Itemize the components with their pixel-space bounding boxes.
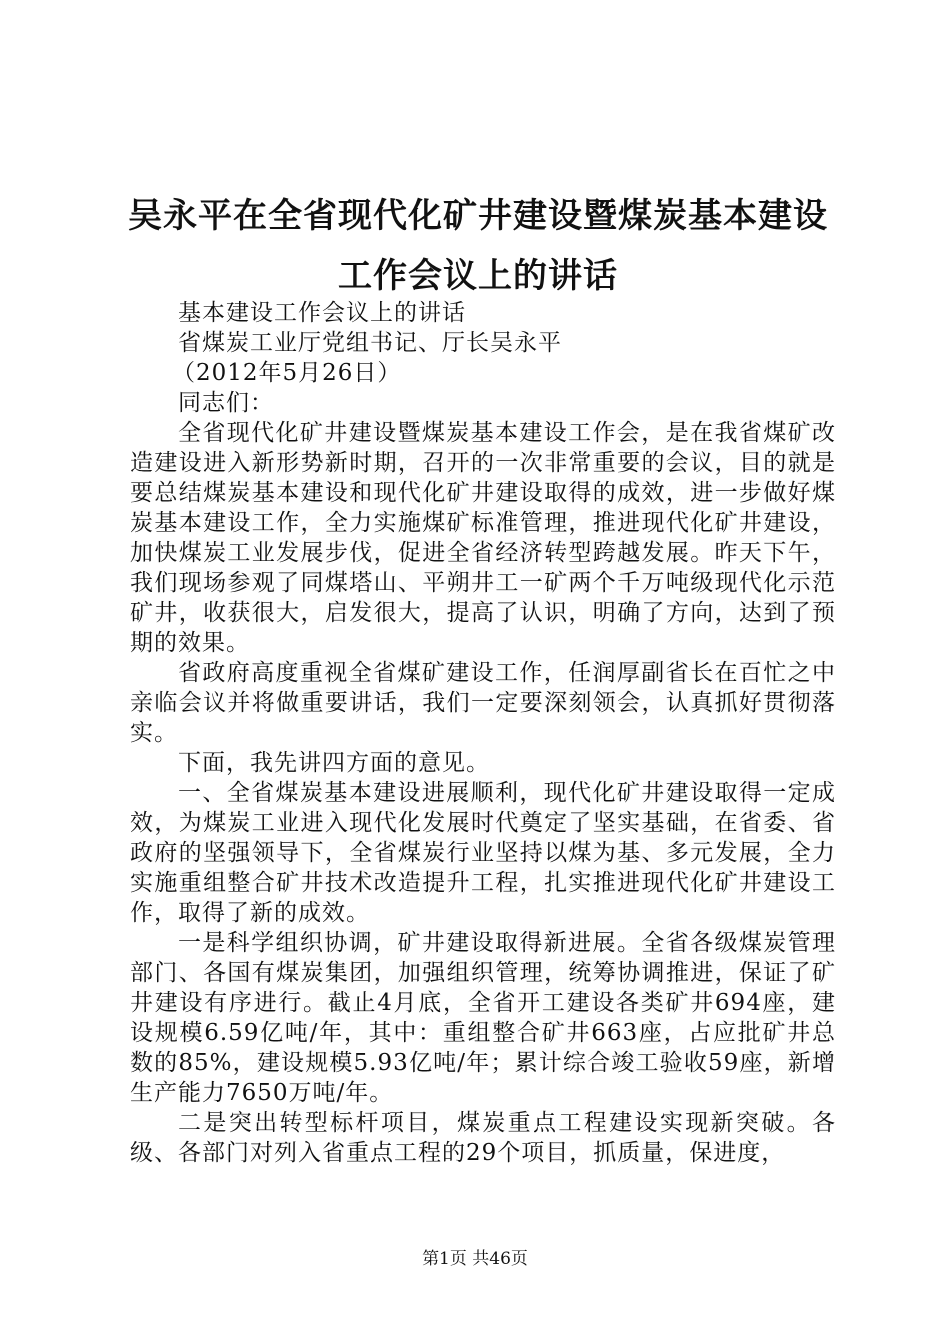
paragraph: 全省现代化矿井建设暨煤炭基本建设工作会，是在我省煤矿改造建设进入新形势新时期，召开的一次非常重要的会议，目的就是要总结煤炭基本建设和现代化矿井建设取得的成效，进一步做好煤炭基本建设工作，全力实施煤矿标准管理，推进现代化矿井建设，加快煤炭工业发展步伐，促进全省经济转型跨越发展。昨天下午，我们现场参观了同煤塔山、平朔井工一矿两个千万吨级现代化示范矿井，收获很大，启发很大，提高了认识，明确了方向，达到了预期的效果。 bbox=[130, 420, 836, 656]
speaker-line: 省煤炭工业厅党组书记、厅长吴永平 bbox=[178, 330, 562, 356]
salutation: 同志们： bbox=[178, 390, 274, 416]
document-title-line-1: 吴永平在全省现代化矿井建设暨煤炭基本建设 bbox=[128, 196, 828, 236]
paragraph: 一、全省煤炭基本建设进展顺利，现代化矿井建设取得一定成效，为煤炭工业进入现代化发展时代奠定了坚实基础，在省委、省政府的坚强领导下，全省煤炭行业坚持以煤为基、多元发展，全力实施重组整合矿井技术改造提升工程，扎实推进现代化矿井建设工作，取得了新的成效。 bbox=[130, 780, 836, 926]
paragraph: 一是科学组织协调，矿井建设取得新进展。全省各级煤炭管理部门、各国有煤炭集团，加强组织管理，统筹协调推进，保证了矿井建设有序进行。截止4月底，全省开工建设各类矿井694座，建设规模6.59亿吨/年，其中：重组整合矿井663座，占应批矿井总数的85%，建设规模5.93亿吨/年；累计综合竣工验收59座，新增生产能力7650万吨/年。 bbox=[130, 930, 836, 1106]
date-line: （2012年5月26日） bbox=[172, 360, 402, 386]
document-body bbox=[130, 298, 836, 1168]
paragraph: 省政府高度重视全省煤矿建设工作，任润厚副省长在百忙之中亲临会议并将做重要讲话，我们一定要深刻领会，认真抓好贯彻落实。 bbox=[130, 660, 836, 746]
page-footer: 第1页 共46页 bbox=[422, 1249, 528, 1269]
subtitle-line: 基本建设工作会议上的讲话 bbox=[178, 300, 466, 326]
paragraph: 二是突出转型标杆项目，煤炭重点工程建设实现新突破。各级、各部门对列入省重点工程的29个项目，抓质量，保进度， bbox=[130, 1110, 836, 1166]
paragraph: 下面，我先讲四方面的意见。 bbox=[178, 750, 490, 776]
document-title-line-2: 工作会议上的讲话 bbox=[338, 256, 618, 296]
